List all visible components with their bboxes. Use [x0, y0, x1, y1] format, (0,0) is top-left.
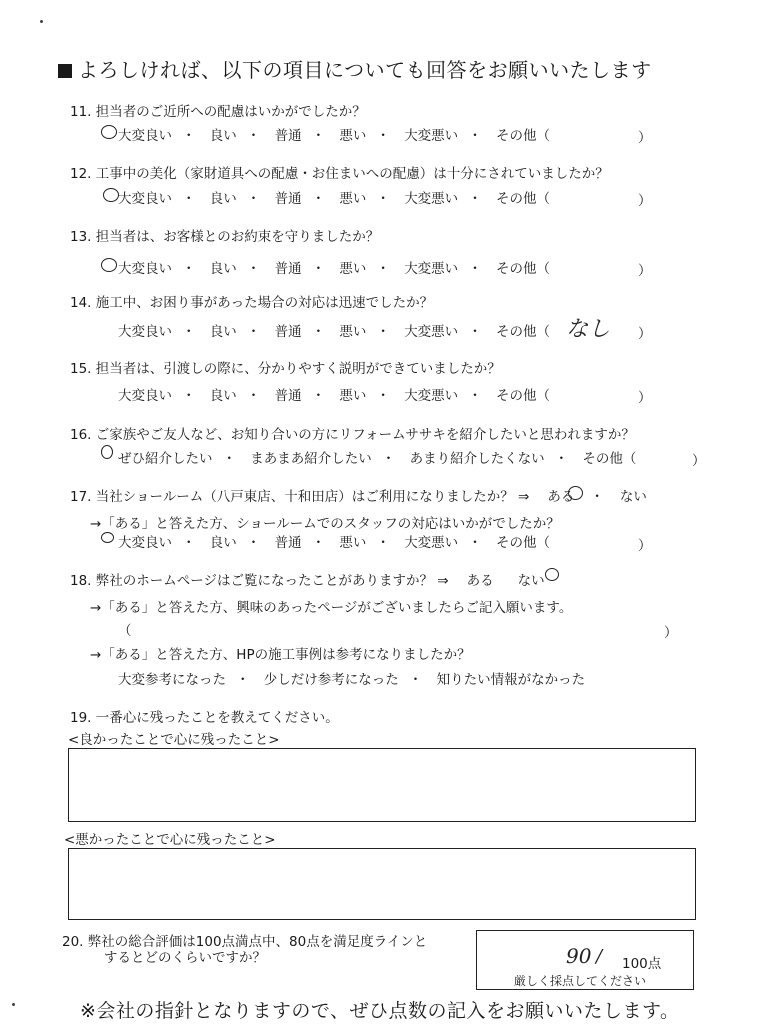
question-20-line1: 20. 弊社の総合評価は100点満点中、80点を満足度ラインと	[62, 934, 428, 950]
option: 普通	[274, 128, 302, 144]
q14-options: 大変良い ・ 良い ・ 普通 ・ 悪い ・ 大変悪い ・ その他（	[118, 320, 560, 340]
score-max: 100点	[622, 956, 662, 972]
option: まあまあ紹介したい	[250, 451, 372, 467]
option: 良い	[209, 261, 237, 277]
option: 良い	[209, 191, 237, 207]
option: 悪い	[339, 388, 367, 404]
option: 悪い	[339, 535, 367, 551]
option: その他（	[495, 128, 550, 144]
option: その他（	[495, 261, 550, 277]
close-paren: ）	[638, 326, 652, 342]
option: 大変悪い	[404, 388, 459, 404]
option: 良い	[209, 324, 237, 340]
question-11: 11. 担当者のご近所への配慮はいかがでしたか？	[70, 104, 366, 120]
q15-options: 大変良い ・ 良い ・ 普通 ・ 悪い ・ 大変悪い ・ その他（	[118, 384, 560, 404]
option: ぜひ紹介したい	[118, 451, 213, 467]
option: 良い	[209, 535, 237, 551]
option: 大変悪い	[404, 535, 459, 551]
option: 悪い	[339, 324, 367, 340]
option: 大変良い	[118, 535, 172, 551]
option: 普通	[274, 191, 302, 207]
question-18-followup-2: →「ある」と答えた方、HPの施工事例は参考になりましたか？	[90, 647, 471, 663]
handwritten-answer: なし	[566, 317, 611, 342]
option: 悪い	[339, 191, 367, 207]
option: その他（	[495, 191, 550, 207]
answer-no: ない	[619, 489, 647, 505]
question-17: 17. 当社ショールーム（八戸東店、十和田店）はご利用になりましたか？ ⇒ ある ・ ない	[70, 489, 647, 505]
option: 大変参考になった	[118, 672, 226, 688]
score-note: 厳しく採点してください	[514, 974, 647, 988]
selection-circle	[103, 188, 119, 202]
option: 知りたい情報がなかった	[436, 672, 586, 688]
good-comment-box	[68, 748, 696, 822]
option: その他（	[495, 535, 550, 551]
option: 少しだけ参考になった	[263, 672, 399, 688]
close-paren: ）	[638, 390, 652, 406]
question-18: 18. 弊社のホームページはご覧になったことがありますか？ ⇒ ある ない	[70, 573, 545, 589]
bad-label: <悪かったことで心に残ったこと>	[64, 832, 276, 848]
answer-yes: ある	[466, 573, 494, 589]
q11-options: 大変良い ・ 良い ・ 普通 ・ 悪い ・ 大変悪い ・ その他（	[118, 124, 560, 144]
score-slash: /	[596, 946, 603, 967]
option: その他（	[495, 388, 550, 404]
selection-circle	[101, 445, 113, 459]
option: 良い	[209, 388, 237, 404]
selection-circle	[101, 532, 114, 543]
close-paren: ）	[638, 193, 652, 209]
option: あまり紹介したくない	[409, 451, 545, 467]
option: 大変悪い	[404, 191, 459, 207]
q18-options: 大変参考になった ・ 少しだけ参考になった ・ 知りたい情報がなかった	[118, 668, 595, 688]
option: 大変良い	[118, 324, 172, 340]
selection-circle	[545, 568, 559, 581]
option: 悪い	[339, 128, 367, 144]
option: 良い	[209, 128, 237, 144]
question-20-line2: するとどのくらいですか？	[104, 950, 266, 966]
option: 大変良い	[118, 191, 172, 207]
question-18-followup-1: →「ある」と答えた方、興味のあったページがございましたらご記入願います。	[90, 600, 573, 616]
answer-no: ない	[517, 573, 545, 589]
scan-mark	[12, 1003, 15, 1006]
open-paren: （	[118, 623, 132, 639]
option: 普通	[274, 324, 302, 340]
answer-yes: ある	[547, 489, 575, 505]
good-label: <良かったことで心に残ったこと>	[68, 732, 280, 748]
question-19: 19. 一番心に残ったことを教えてください。	[70, 710, 339, 726]
q16-options: ぜひ紹介したい ・ まあまあ紹介したい ・ あまり紹介したくない ・ その他（	[118, 447, 646, 467]
q13-options: 大変良い ・ 良い ・ 普通 ・ 悪い ・ 大変悪い ・ その他（	[118, 257, 560, 277]
question-12: 12. 工事中の美化（家財道具への配慮・お住まいへの配慮）は十分にされていましたか？	[70, 166, 609, 182]
question-14: 14. 施工中、お困り事があった場合の対応は迅速でしたか？	[70, 295, 434, 311]
selection-circle	[101, 258, 117, 272]
bad-comment-box	[68, 848, 696, 920]
scan-mark	[40, 20, 43, 23]
close-paren: ）	[692, 453, 706, 469]
handwritten-score: 90	[566, 944, 592, 968]
question-17-followup: →「ある」と答えた方、ショールームでのスタッフの対応はいかがでしたか？	[90, 516, 560, 532]
option: その他（	[582, 451, 637, 467]
q17-options: 大変良い ・ 良い ・ 普通 ・ 悪い ・ 大変悪い ・ その他（	[118, 531, 560, 551]
square-bullet-icon	[58, 64, 72, 78]
section-header	[58, 54, 652, 83]
option: その他（	[495, 324, 550, 340]
option: 普通	[274, 535, 302, 551]
option: 普通	[274, 388, 302, 404]
question-16: 16. ご家族やご友人など、お知り合いの方にリフォームササキを紹介したいと思われますか？	[70, 427, 635, 443]
close-paren: ）	[638, 263, 652, 279]
question-15: 15. 担当者は、引渡しの際に、分かりやすく説明ができていましたか？	[70, 361, 501, 377]
option: 悪い	[339, 261, 367, 277]
footer-note: ※会社の指針となりますので、ぜひ点数の記入をお願いいたします。	[80, 1000, 680, 1022]
close-paren: ）	[638, 538, 652, 554]
option: 大変良い	[118, 261, 172, 277]
header-text: よろしければ、以下の項目についても回答をお願いいたします	[78, 58, 652, 82]
option: 普通	[274, 261, 302, 277]
option: 大変悪い	[404, 324, 459, 340]
selection-circle	[568, 486, 583, 500]
close-paren: ）	[638, 130, 652, 146]
option: 大変悪い	[404, 261, 459, 277]
q12-options: 大変良い ・ 良い ・ 普通 ・ 悪い ・ 大変悪い ・ その他（	[118, 187, 560, 207]
selection-circle	[101, 125, 117, 139]
question-13: 13. 担当者は、お客様とのお約束を守りましたか？	[70, 229, 380, 245]
option: 大変良い	[118, 388, 172, 404]
option: 大変良い	[118, 128, 172, 144]
close-paren: ）	[664, 625, 678, 641]
option: 大変悪い	[404, 128, 459, 144]
